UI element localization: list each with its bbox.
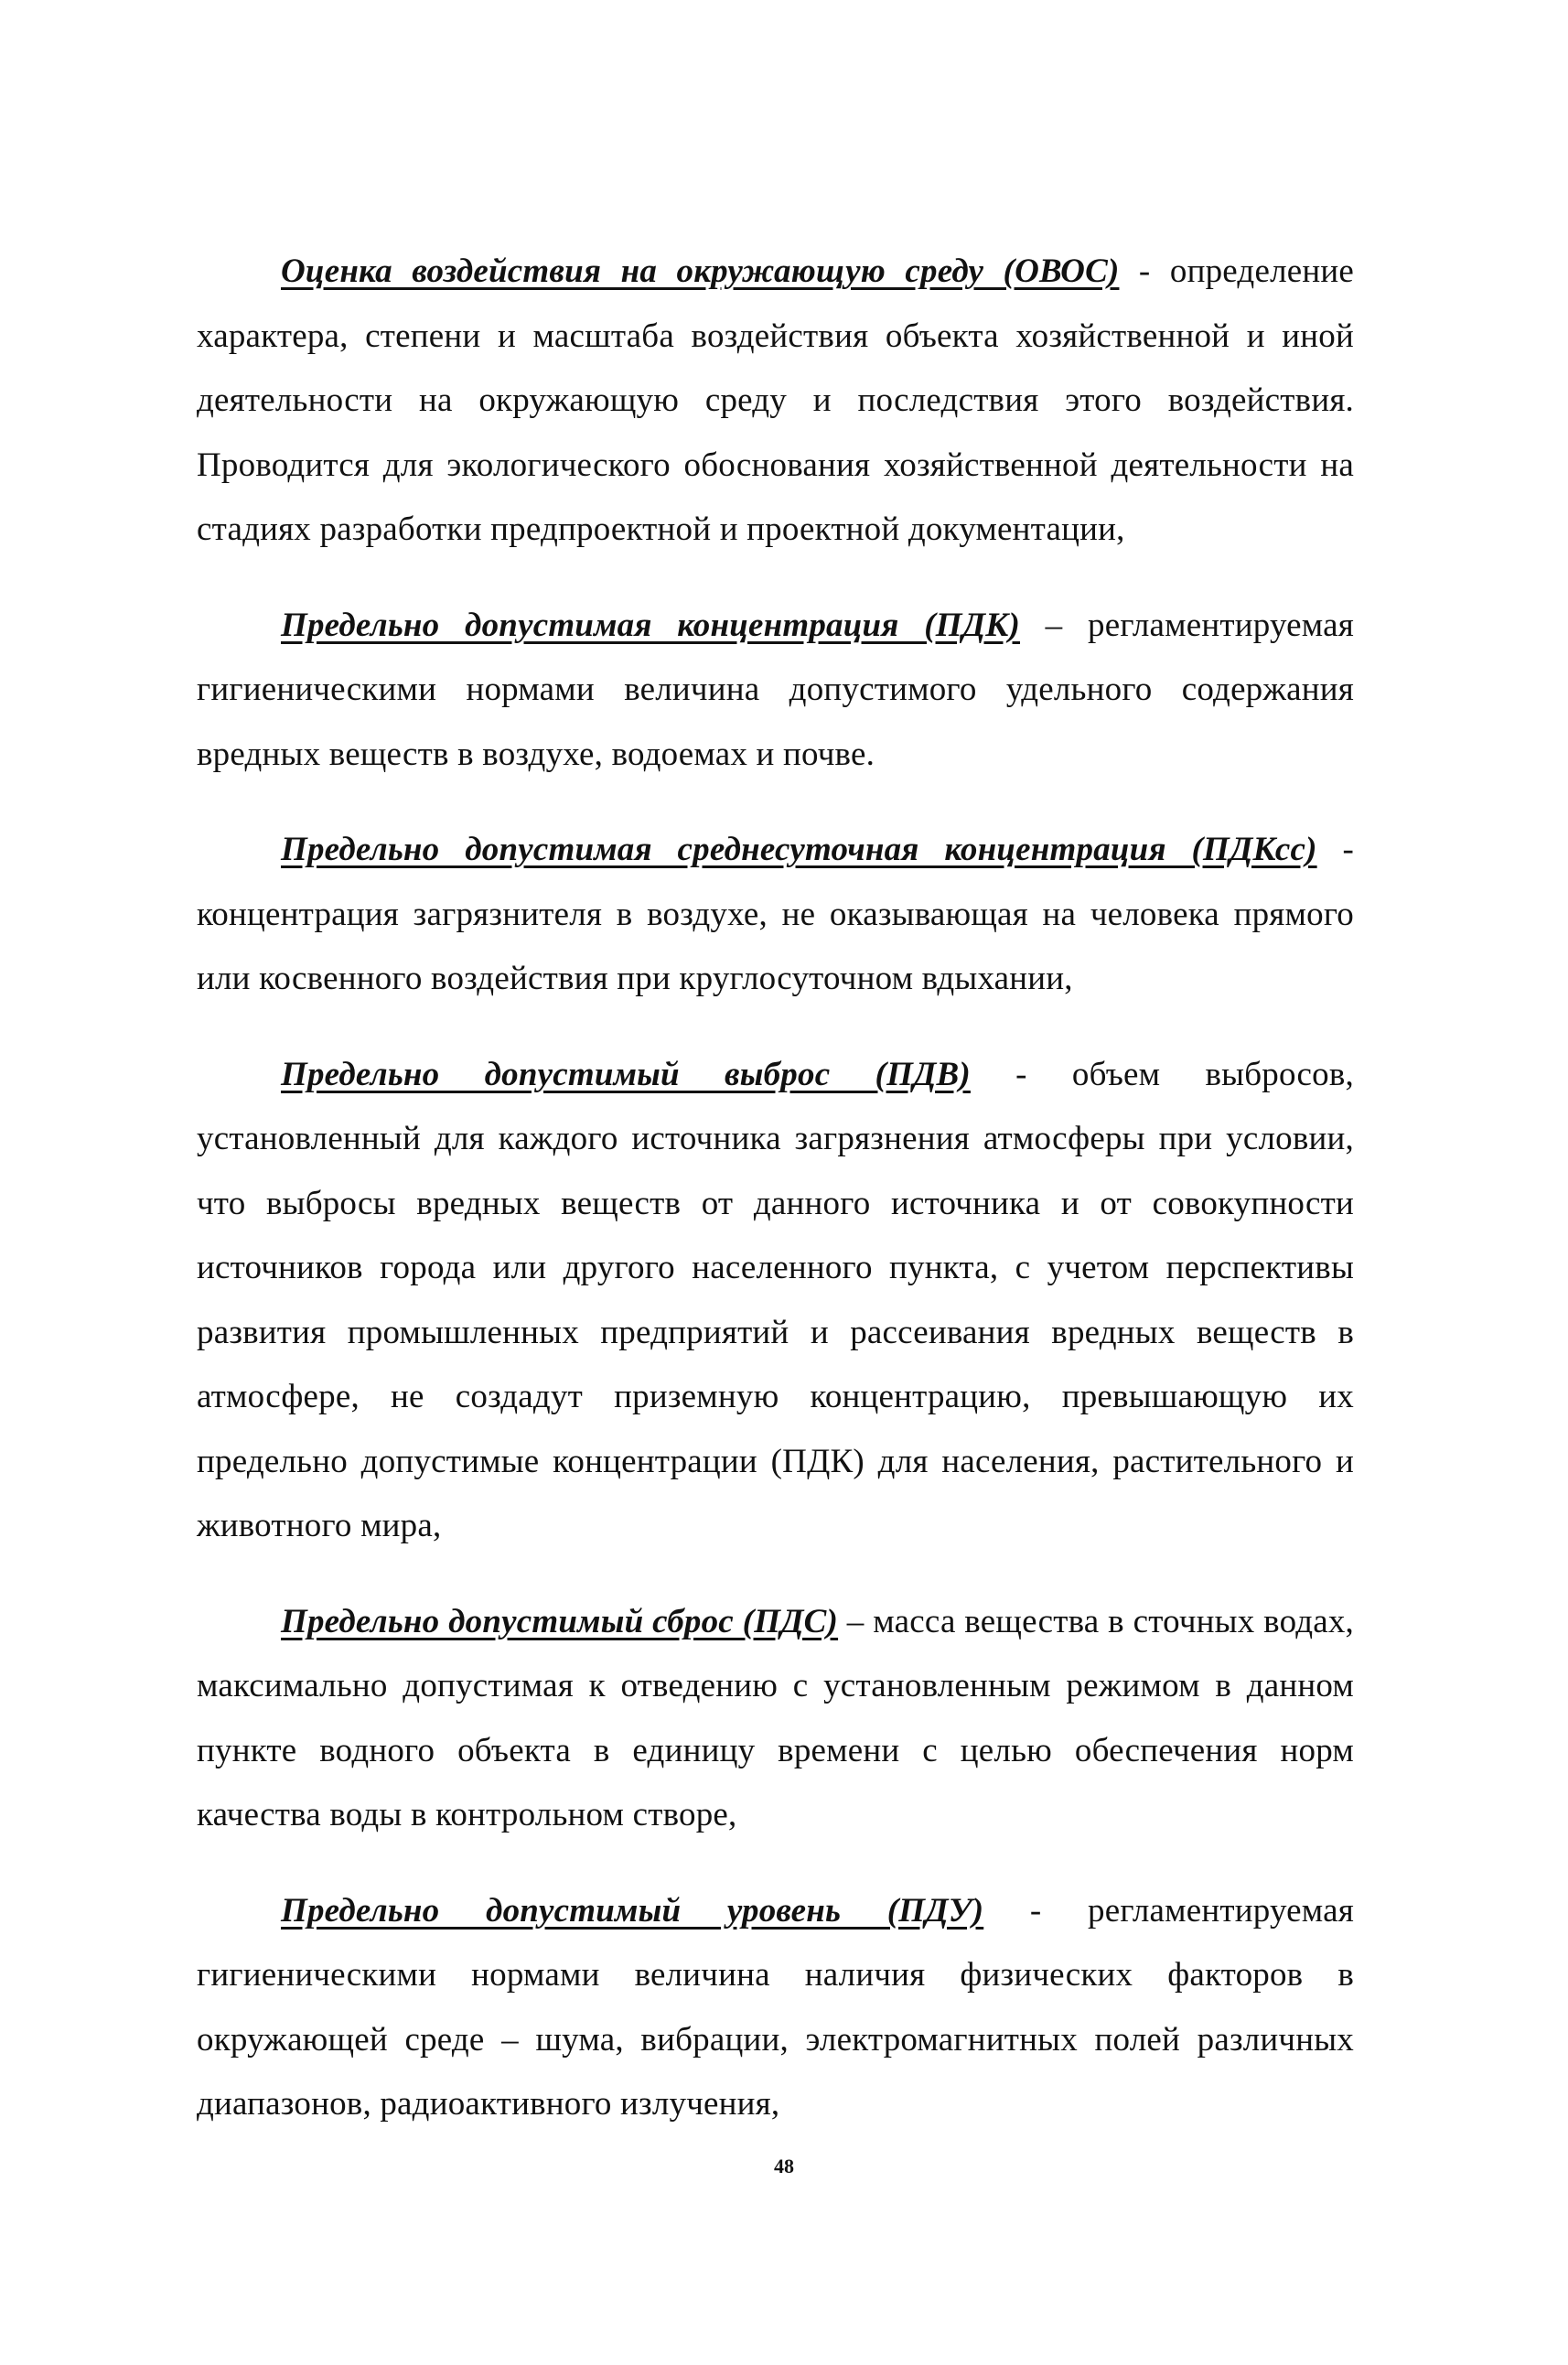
definition-text-ovos: - определение характера, степени и масштаба воздействия объекта хозяйственной и иной деятельности на окружающую среду и последствия этого воздействия. Проводится для экологического обоснования хозяйственной деятельности на стадиях разработки предпроектной и проектной документации, (197, 253, 1354, 548)
term-pdkss: Предельно допустимая среднесуточная концентрация (ПДКсс) (281, 831, 1317, 868)
definition-pds (197, 1590, 1354, 1848)
definition-ovos (197, 240, 1354, 563)
term-pdk: Предельно допустимая концентрация (ПДК) (281, 606, 1021, 644)
page-number: 48 (774, 2155, 794, 2177)
term-pdu: Предельно допустимый уровень (ПДУ) (281, 1891, 984, 1930)
definition-text-pdu: - регламентируемая гигиеническими нормами величина наличия физических факторов в окружающей среде – шума, вибрации, электромагнитных полей различных диапазонов, радиоактивного излучения, (197, 1891, 1354, 2123)
term-pds: Предельно допустимый сброс (ПДС) (281, 1602, 839, 1640)
definition-text-pdk: – регламентируемая гигиеническими нормами величина допустимого удельного содержания вредных веществ в воздухе, водоемах и почве. (197, 606, 1354, 773)
page-body (197, 240, 1354, 2168)
definition-text-pdkss: - концентрация загрязнителя в воздухе, не оказывающая на человека прямого или косвенного воздействия при круглосуточном вдыхании, (197, 831, 1354, 997)
term-pdv: Предельно допустимый выброс (ПДВ) (281, 1055, 971, 1093)
definition-pdv (197, 1043, 1354, 1559)
definition-text-pdv: - объем выбросов, установленный для каждого источника загрязнения атмосферы при условии, что выбросы вредных веществ от данного источника и от совокупности источников города или другого населенного пункта, с учетом перспективы развития промышленных предприятий и рассеивания вредных веществ в атмосфере, не создадут приземную концентрацию, превышающую их предельно допустимые концентрации (ПДК) для населения, растительного и животного мира, (197, 1055, 1355, 1544)
term-ovos: Оценка воздействия на окружающую среду (ОВОС) (281, 253, 1120, 290)
definition-text-pds: – масса вещества в сточных водах, максимально допустимая к отведению с установленным режимом в данном пункте водного объекта в единицу времени с целью обеспечения норм качества воды в контрольном створе, (197, 1602, 1354, 1833)
definition-pdkss (197, 818, 1354, 1012)
definition-pdu (197, 1879, 1354, 2137)
definition-pdk (197, 594, 1354, 788)
